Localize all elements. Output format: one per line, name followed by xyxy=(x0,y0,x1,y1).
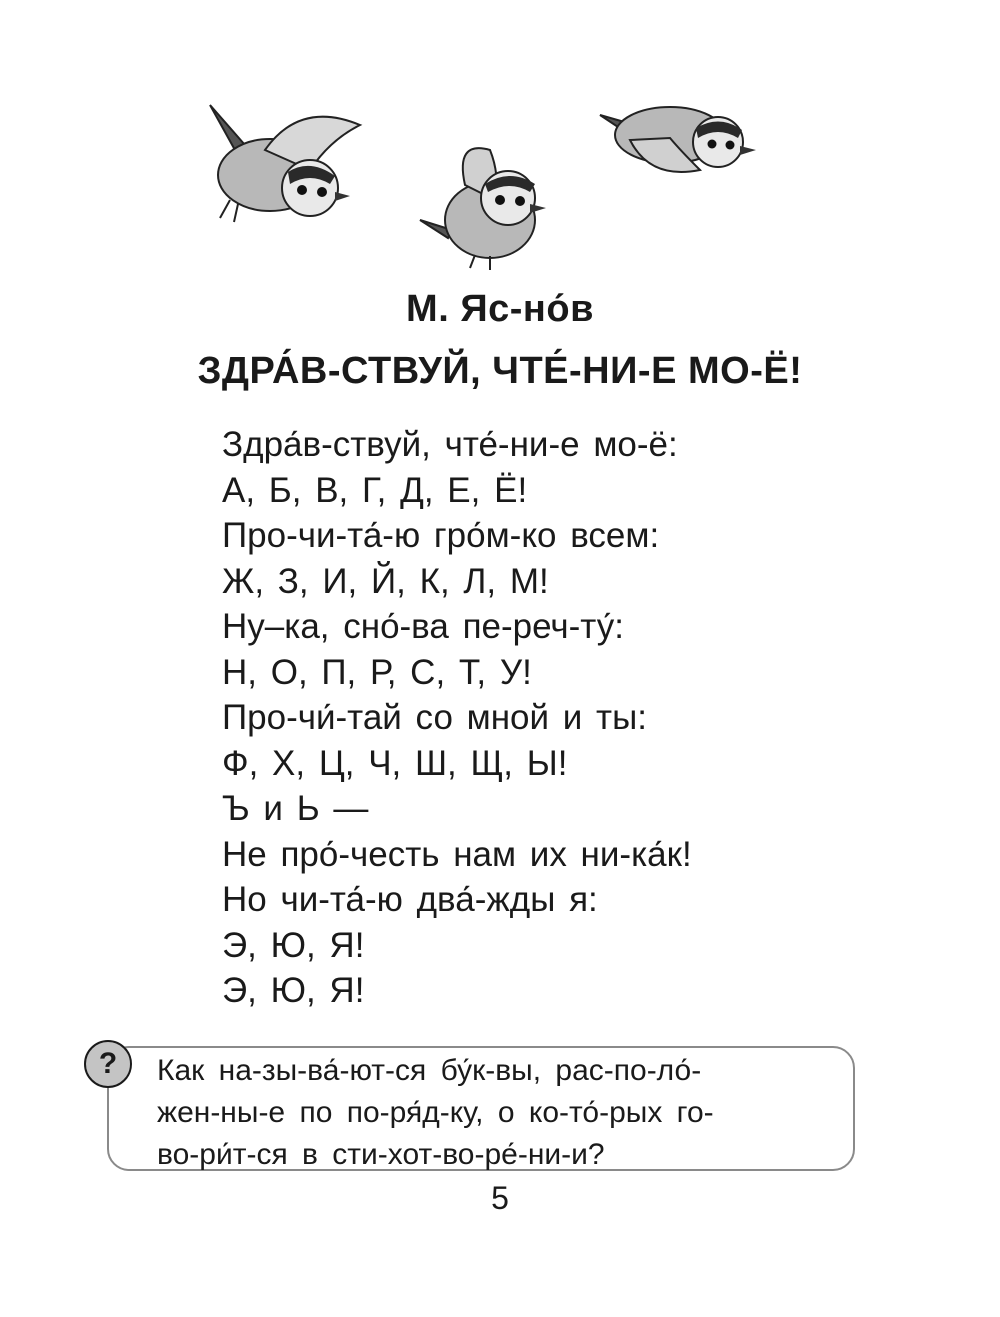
sparrow-left xyxy=(210,105,360,222)
poem-line: Здра́в-ствуй, чте́-ни-е мо-ё: xyxy=(222,425,678,464)
author-name: М. Яс-но́в xyxy=(406,288,594,330)
poem-line: Ъ и Ь — xyxy=(222,789,369,828)
poem-line: Про-чи-та́-ю гро́м-ко всем: xyxy=(222,516,660,555)
poem-line: Н, О, П, Р, С, Т, У! xyxy=(222,652,532,692)
sparrows-illustration xyxy=(190,80,770,280)
poem-line: Э, Ю, Я! xyxy=(222,971,365,1010)
poem-body xyxy=(222,422,822,1014)
poem-line: Ну–ка, сно́-ва пе-реч-ту́: xyxy=(222,607,624,646)
sparrow-middle xyxy=(420,148,546,270)
question-text xyxy=(157,1050,837,1176)
question-line: во-ри́т-ся в сти-хот-во-ре́-ни-и? xyxy=(157,1138,605,1171)
sparrow-right xyxy=(600,107,756,172)
poem-line: Ф, Х, Ц, Ч, Ш, Щ, Ы! xyxy=(222,743,568,783)
poem-line: Не про́-честь нам их ни-ка́к! xyxy=(222,834,692,874)
poem-line: Про-чи́-тай со мной и ты: xyxy=(222,698,647,737)
poem-line: Ж, З, И, Й, К, Л, М! xyxy=(222,561,549,601)
question-mark-icon: ? xyxy=(84,1040,132,1088)
poem-line: Э, Ю, Я! xyxy=(222,925,365,965)
page-number: 5 xyxy=(491,1180,509,1216)
question-line: жен-ны-е по по-ря́д-ку, о ко-то́-рых го- xyxy=(157,1096,714,1129)
question-line: Как на-зы-ва́-ют-ся бу́к-вы, рас-по-ло́- xyxy=(157,1054,702,1087)
poem-line: Но чи-та́-ю два́-жды я: xyxy=(222,880,598,919)
poem-line: А, Б, В, Г, Д, Е, Ё! xyxy=(222,470,528,510)
poem-title: ЗДРА́В-СТВУЙ, ЧТЕ́-НИ-Е МО-Ё! xyxy=(197,350,803,392)
